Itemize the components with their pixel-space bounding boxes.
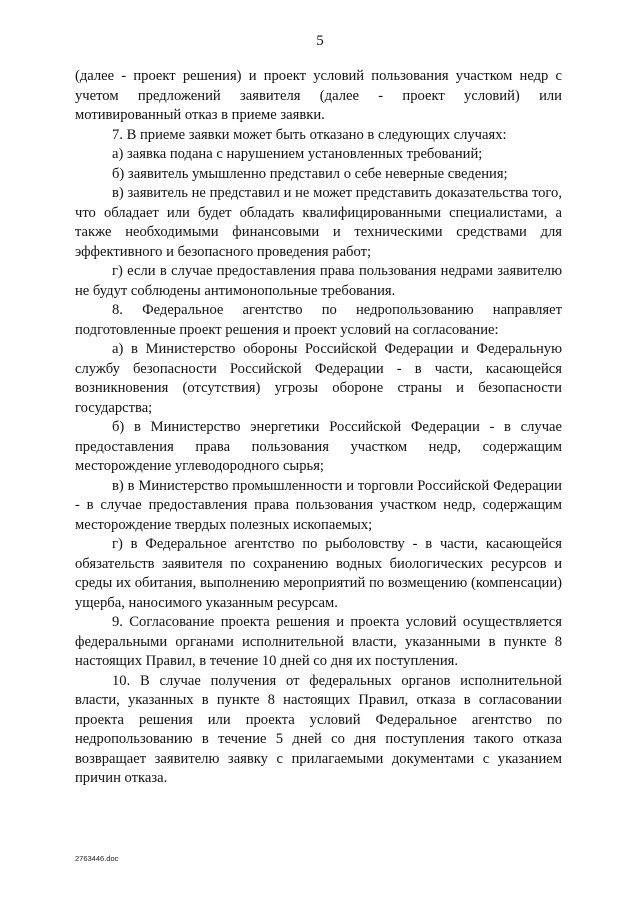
clause-7: 7. В приеме заявки может быть отказано в следующих случаях: [112,126,507,143]
clause-7-g: г) если в случае предоставления права пользования недрами заявителю не будут соблюдены антимонопольные требования. [75,263,562,299]
page-number: 5 [316,33,324,49]
clause-8-a: а) в Министерство обороны Российской Федерации и Федеральную службу безопасности Российской Федерации - в части, касающейся возникновения (отсутствия) угрозы обороне страны и безопасности государства; [75,341,562,416]
clause-7-v: в) заявитель не представил и не может представить доказательства того, что обладает или будет обладать квалифицированными специалистами, а также необходимыми финансовыми и техническими средствами для эффективного и безопасного проведения работ; [75,185,562,260]
clause-8: 8. Федеральное агентство по недропользованию направляет подготовленные проект решения и проект условий на согласование: [75,302,562,338]
footer-doc-id: 2763446.doc [75,854,119,863]
clause-7-b: б) заявитель умышленно представил о себе неверные сведения; [112,165,508,182]
paragraph-continuation: (далее - проект решения) и проект условий пользования участком недр с учетом предложений заявителя (далее - проект условий) или мотивированный отказ в приеме заявки. [75,68,562,123]
document-body [75,67,562,789]
clause-9: 9. Согласование проекта решения и проекта условий осуществляется федеральными органами исполнительной власти, указанными в пункте 8 настоящих Правил, в течение 10 дней со дня их поступления. [75,614,562,669]
clause-8-b: б) в Министерство энергетики Российской Федерации - в случае предоставления права пользования участком недр, содержащим месторождение углеводородного сырья; [75,419,562,474]
clause-7-a: а) заявка подана с нарушением установленных требований; [112,146,483,162]
clause-8-v: в) в Министерство промышленности и торговли Российской Федерации - в случае предоставления права пользования участком недр, содержащим месторождение твердых полезных ископаемых; [75,477,562,533]
clause-8-g: г) в Федеральное агентство по рыболовству - в части, касающейся обязательств заявителя по сохранению водных биологических ресурсов и среды их обитания, выполнению мероприятий по возмещению (компенсации) ущерба, наносимого указанным ресурсам. [75,536,562,611]
clause-10: 10. В случае получения от федеральных органов исполнительной власти, указанных в пункте 8 настоящих Правил, отказа в согласовании проекта решения или проекта условий Федеральное агентство по недропользованию в течение 5 дней со дня поступления такого отказа возвращает заявителю заявку с прилагаемыми документами с указанием причин отказа. [75,672,562,786]
